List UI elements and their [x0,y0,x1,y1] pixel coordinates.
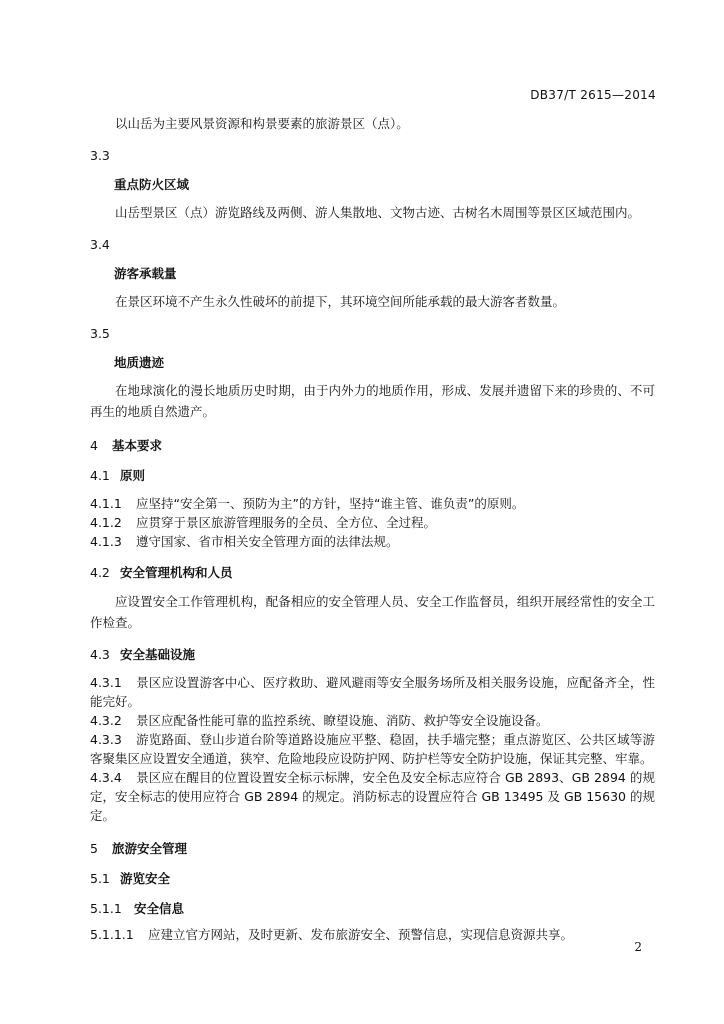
section-4-2-heading [90,563,655,581]
term-text-3-4: 在景区环境不产生永久性破坏的前提下，其环境空间所能承载的最大游客者数量。 [115,294,566,309]
section-5-1-heading [90,869,655,887]
section-4-3-heading [90,645,655,663]
clause-4-1-2 [90,513,655,532]
section-5-number: 5 [90,841,98,856]
clause-4-1-1-number: 4.1.1 [90,496,122,511]
section-5-1-1-title: 安全信息 [134,901,185,916]
section-5-title: 旅游安全管理 [112,841,188,856]
section-4-title: 基本要求 [112,438,163,453]
clause-4-1-1-text: 应坚持“安全第一、预防为主”的方针，坚持“谁主管、谁负责”的原则。 [136,496,525,511]
section-5-1-1-heading [90,899,655,917]
term-text-3-3: 山岳型景区（点）游览路线及两侧、游人集散地、文物古迹、古树名木周围等景区区域范围内。 [115,205,641,220]
clause-4-3-3 [90,730,655,768]
clause-4-1-2-number: 4.1.2 [90,515,122,530]
term-title-3-3: 重点防火区域 [114,177,190,192]
clause-4-3-1 [90,673,655,711]
term-number-3-4: 3.4 [90,237,110,252]
section-4-3-number: 4.3 [90,647,110,662]
clause-5-1-1-1 [90,925,655,944]
section-5-1-number: 5.1 [90,871,110,886]
clause-5-1-1-1-text: 应建立官方网站，及时更新、发布旅游安全、预警信息，实现信息资源共享。 [148,927,574,942]
section-5-1-1-number: 5.1.1 [90,901,122,916]
clause-4-3-1-text: 景区应设置游客中心、医疗救助、避风避雨等安全服务场所及相关服务设施，应配备齐全，性能完好。 [90,675,655,709]
definition-3-2-text: 以山岳为主要风景资源和构景要素的旅游景区（点）。 [115,116,409,131]
clause-4-3-4 [90,768,655,825]
standard-code-header: DB37/T 2615—2014 [530,88,656,102]
clause-4-1-2-text: 应贯穿于景区旅游管理服务的全员、全方位、全过程。 [136,515,437,530]
clause-4-1-3-text: 遵守国家、省市相关安全管理方面的法律法规。 [136,534,399,549]
section-4-heading [90,436,655,454]
section-4-2-number: 4.2 [90,565,110,580]
clause-4-3-3-text: 游览路面、登山步道台阶等道路设施应平整、稳固，扶手墙完整；重点游览区、公共区域等游客聚集区应设置安全通道，狭窄、危险地段应设防护网、防护栏等安全防护设施，保证其完整、牢靠。 [90,732,655,766]
section-4-3-title: 安全基础设施 [120,647,196,662]
section-4-number: 4 [90,438,98,453]
section-4-1-heading [90,466,655,484]
clause-4-3-2-text: 景区应配备性能可靠的监控系统、瞭望设施、消防、救护等安全设施设备。 [136,713,549,728]
clause-4-3-4-text: 景区应在醒目的位置设置安全标示标牌，安全色及安全标志应符合 GB 2893、GB 2894 的规定，安全标志的使用应符合 GB 2894 的规定。消防标志的设置应符合 GB 13495 及 GB 15630 的规定。 [90,770,655,823]
clause-4-3-3-number: 4.3.3 [90,732,122,747]
term-title-3-4: 游客承载量 [114,266,177,281]
section-4-2-title: 安全管理机构和人员 [120,565,233,580]
page-content [90,113,655,944]
clause-4-1-1 [90,494,655,513]
term-text-3-5: 在地球演化的漫长地质历史时期，由于内外力的地质作用，形成、发展并遗留下来的珍贵的、不可再生的地质自然遗产。 [90,383,655,419]
clause-4-1-3-number: 4.1.3 [90,534,122,549]
clause-4-3-4-number: 4.3.4 [90,770,122,785]
page-number: 2 [634,940,642,954]
section-4-1-number: 4.1 [90,468,110,483]
clause-4-3-2 [90,711,655,730]
clause-4-1-3 [90,532,655,551]
clause-4-3-1-number: 4.3.1 [90,675,122,690]
term-number-3-3: 3.3 [90,148,110,163]
section-5-1-title: 游览安全 [120,871,171,886]
section-5-heading [90,839,655,857]
term-title-3-5: 地质遗迹 [114,355,165,370]
clause-5-1-1-1-number: 5.1.1.1 [90,927,134,942]
paragraph-4-2: 应设置安全工作管理机构，配备相应的安全管理人员、安全工作监督员，组织开展经常性的安全工作检查。 [90,594,655,630]
term-number-3-5: 3.5 [90,326,110,341]
clause-4-3-2-number: 4.3.2 [90,713,122,728]
section-4-1-title: 原则 [120,468,146,483]
